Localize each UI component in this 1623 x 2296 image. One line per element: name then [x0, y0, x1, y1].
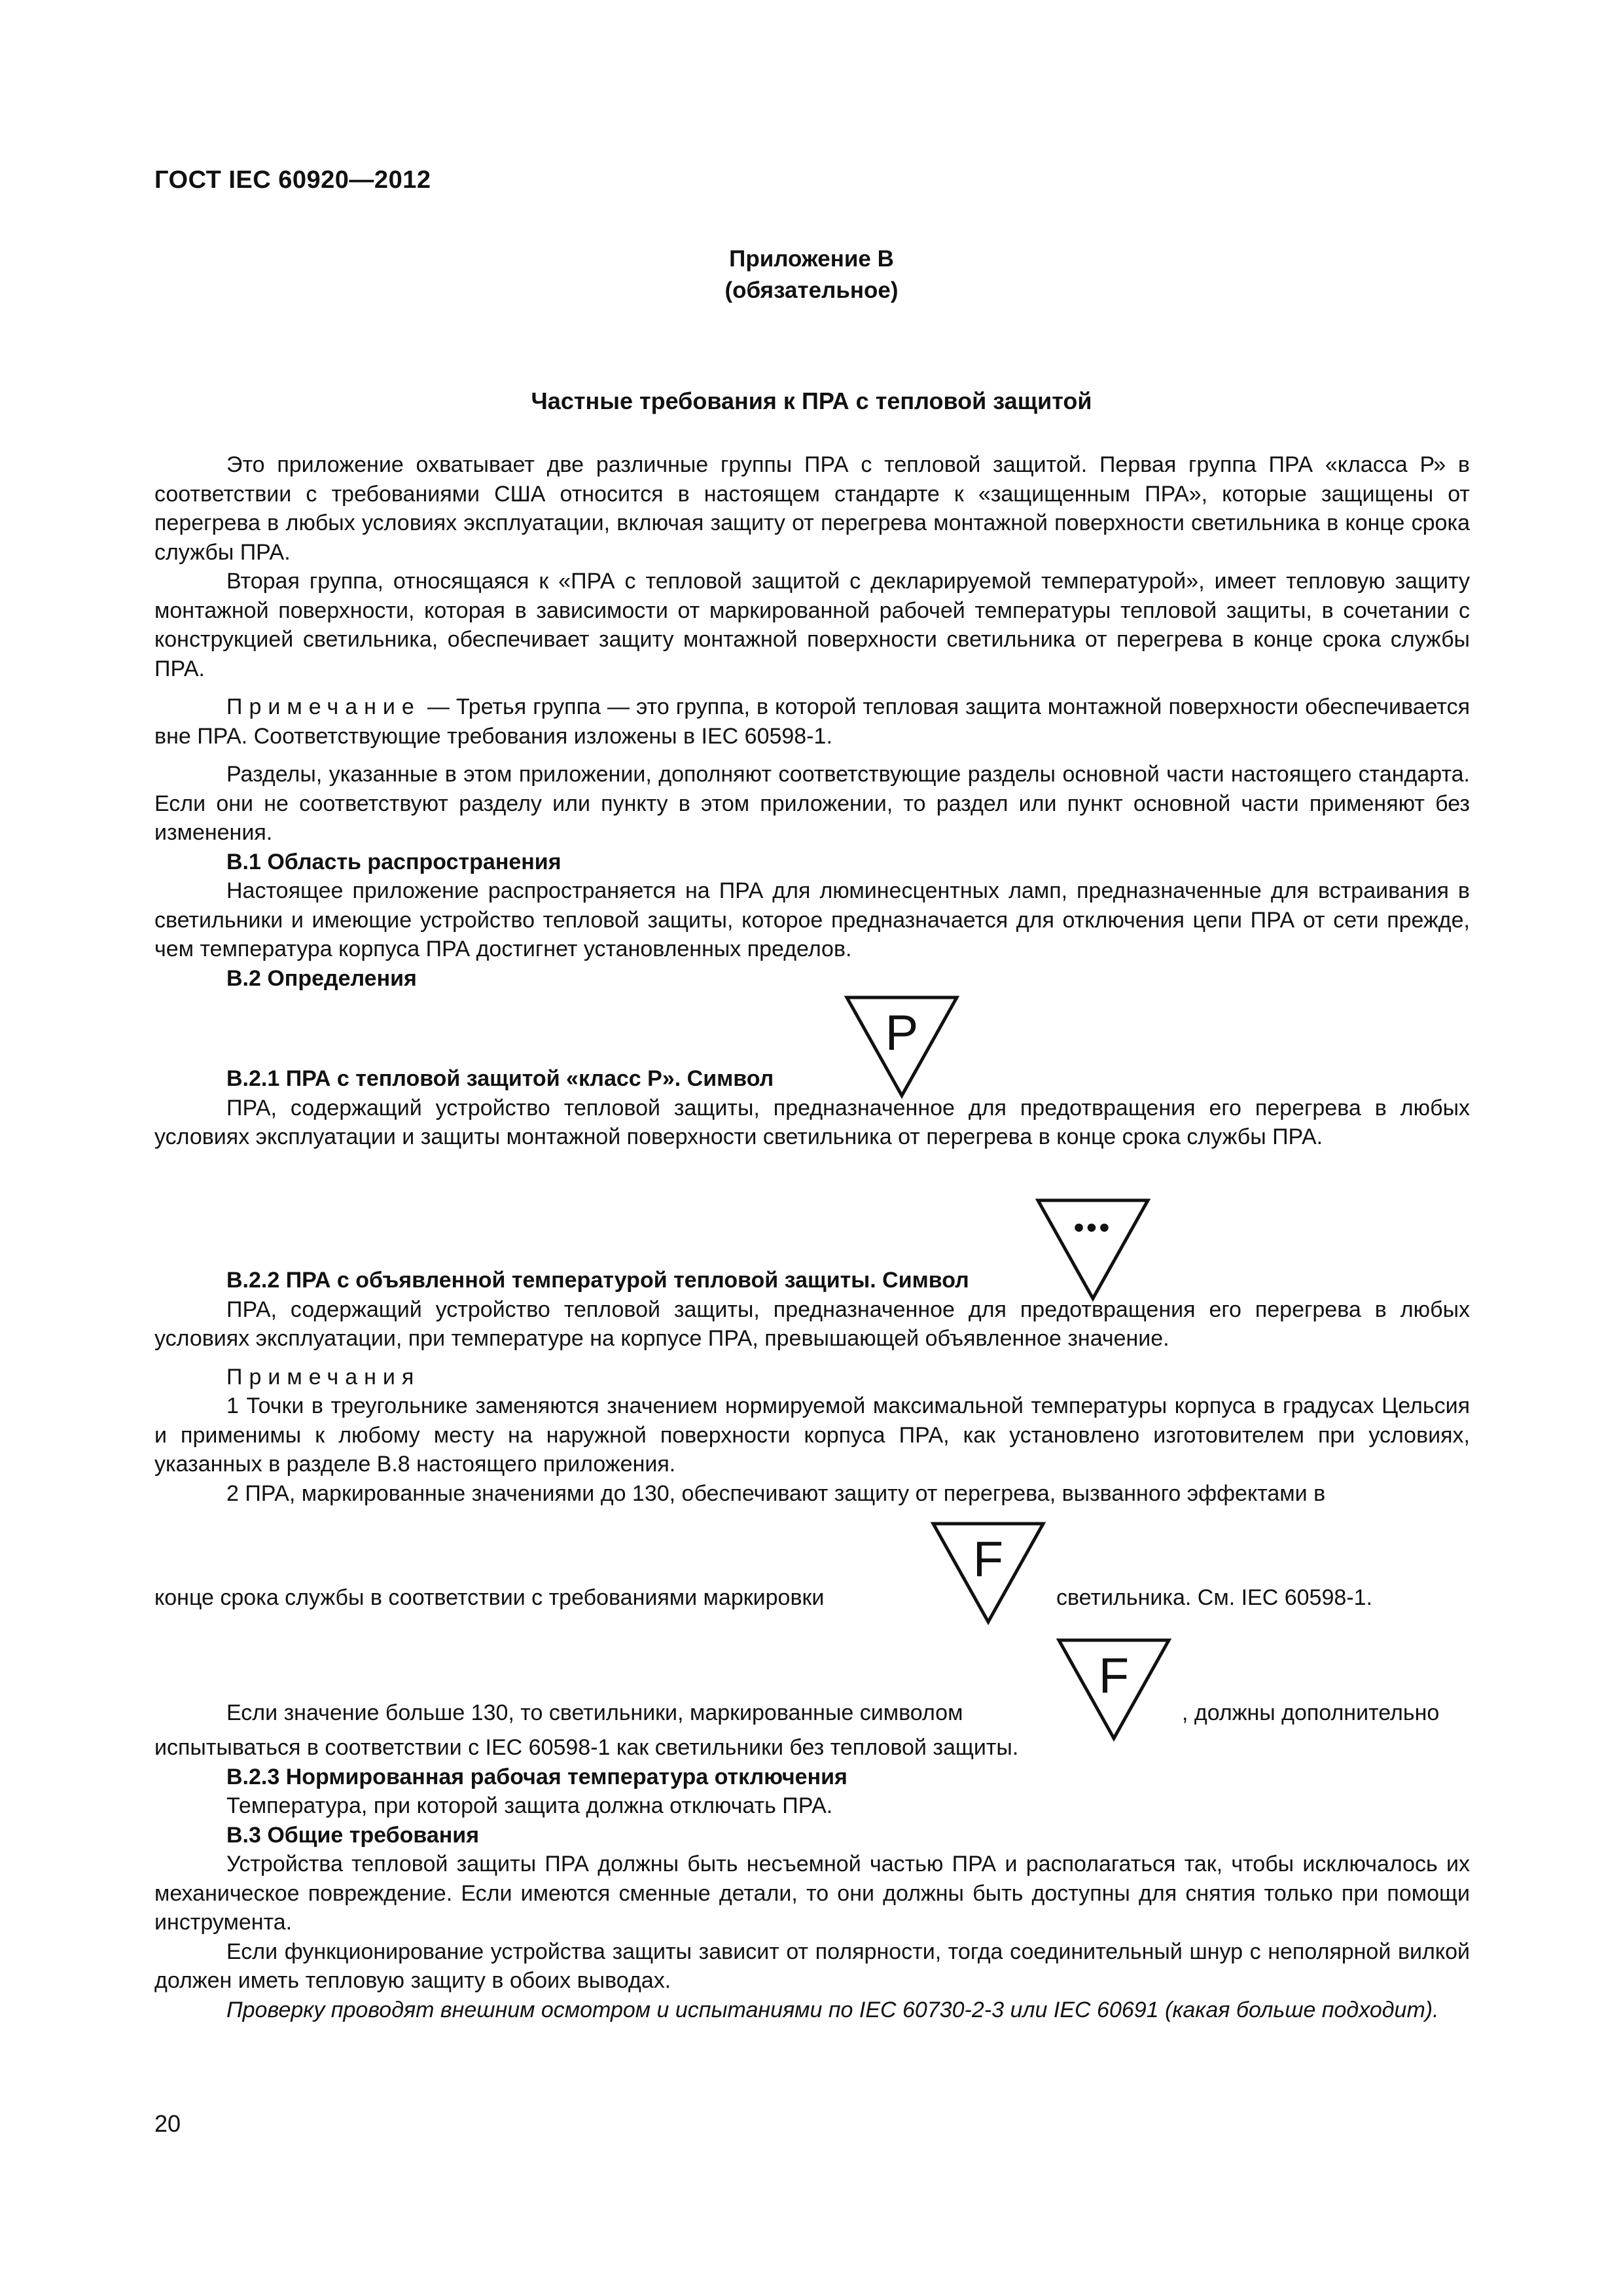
symbol-letter: F [1098, 1648, 1130, 1704]
page-number: 20 [154, 2110, 181, 2137]
section-b22 [154, 1266, 1470, 1508]
intro-paragraph-1: Это приложение охватывает две различные группы ПРА с тепловой защитой. Первая группа ПРА «класса Р» в соответствии с требованиями США относится в настоящем стандарте к «защищенным ПРА», которые защищены от перегрева в любых условиях эксплуатации, включая защиту от перегрева монтажной поверхности светильника в конце срока службы ПРА. [154, 452, 1470, 565]
section-b3-verification: Проверку проводят внешним осмотром и испытаниями по IEC 60730-2-3 или IEC 60691 (какая больше подходит). [226, 1997, 1439, 2022]
symbol-dots: ••• [1073, 1211, 1113, 1244]
section-b23-text: Температура, при которой защита должна отключать ПРА. [226, 1793, 833, 1818]
section-b21-text: ПРА, содержащий устройство тепловой защиты, предназначенное для предотвращения его перегрева в любых условиях эксплуатации и защиты монтажной поверхности светильника от перегрева в конце срока службы ПРА. [154, 1095, 1470, 1149]
note-text: — Третья группа — это группа, в которой тепловая защита монтажной поверхности обеспечивается вне ПРА. Соответствующие требования изложены в IEC 60598-1. [154, 694, 1470, 749]
note-3-continuation: испытываться в соответствии с IEC 60598-1 как светильники без тепловой защиты. [154, 1735, 1019, 1760]
section-remaining [154, 1733, 1470, 2024]
intro-note [154, 692, 1470, 751]
section-b3-title: В.3 Общие требования [226, 1822, 480, 1848]
section-b3-paragraph-2: Если функционирование устройства защиты зависит от полярности, тогда соединительный шнур с неполярной вилкой должен иметь тепловую защиту в обоих выводах. [154, 1939, 1470, 1993]
section-b22-title: В.2.2 ПРА с объявленной температурой тепловой защиты. Символ [226, 1268, 969, 1293]
intro-paragraph-3: Разделы, указанные в этом приложении, дополняют соответствующие разделы основной части настоящего стандарта. Если они не соответствуют разделу или пункту в этом приложении, то раздел или пункт основной части применяют без изменения. [154, 762, 1470, 845]
symbol-letter: P [885, 1005, 919, 1061]
symbol-letter: F [972, 1532, 1004, 1587]
note-label: Примечание [226, 694, 421, 719]
note-3-start: Если значение больше 130, то светильники, маркированные символом [226, 1700, 963, 1725]
f-symbol [929, 1520, 1047, 1626]
annex-caption [0, 243, 1623, 306]
section-b1-title: В.1 Область распространения [226, 849, 562, 874]
annex-heading: Частные требования к ПРА с тепловой защитой [531, 387, 1092, 414]
annex-title: Приложение В [729, 246, 894, 272]
note-2-end: светильника. См. IEC 60598-1. [1056, 1585, 1372, 1610]
notes-label: Примечания [226, 1364, 421, 1390]
standard-number: ГОСТ IEC 60920—2012 [154, 166, 431, 194]
note-2-start: 2 ПРА, маркированные значениями до 130, обеспечивают защиту от перегрева, вызванного эффектами в [226, 1480, 1326, 1506]
note-3-end: , должны дополнительно [1182, 1700, 1440, 1725]
section-b2-title: В.2 Определения [226, 965, 417, 991]
intro-section [154, 450, 1470, 993]
section-b21-title: В.2.1 ПРА с тепловой защитой «класс Р». Символ [226, 1066, 774, 1091]
section-b23-title: В.2.3 Нормированная рабочая температура отключения [226, 1764, 847, 1789]
section-b1-text: Настоящее приложение распространяется на ПРА для люминесцентных ламп, предназначенные для встраивания в светильники и имеющие устройство тепловой защиты, которое предназначается для отключения цепи ПРА от сети прежде, чем температура корпуса ПРА достигнет установленных пределов. [154, 878, 1470, 961]
section-b21 [154, 1064, 1470, 1152]
annex-status: (обязательное) [724, 278, 899, 303]
section-b22-text: ПРА, содержащий устройство тепловой защиты, предназначенное для предотвращения его перегрева в любых условиях эксплуатации, при температуре на корпусе ПРА, превышающей объявленное значение. [154, 1297, 1470, 1351]
f-symbol-second [1055, 1636, 1173, 1742]
note-2-middle: конце срока службы в соответствии с требованиями маркировки [154, 1585, 825, 1610]
section-b3-paragraph-1: Устройства тепловой защиты ПРА должны быть несъемной частью ПРА и располагаться так, чтобы исключалось их механическое повреждение. Если имеются сменные детали, то они должны быть доступны для снятия только при помощи инструмента. [154, 1852, 1470, 1935]
note-1: 1 Точки в треугольнике заменяются значением нормируемой максимальной температуры корпуса в градусах Цельсия и применимы к любому месту на наружной поверхности корпуса ПРА, как установлено изготовителем при условиях, указанных в разделе В.8 настоящего приложения. [154, 1393, 1470, 1477]
intro-paragraph-2: Вторая группа, относящаяся к «ПРА с тепловой защитой с декларируемой температурой», имеет тепловую защиту монтажной поверхности, которая в зависимости от маркированной рабочей температуры тепловой защиты, в сочетании с конструкцией светильника, обеспечивает защиту монтажной поверхности светильника от перегрева в конце срока службы ПРА. [154, 569, 1470, 681]
